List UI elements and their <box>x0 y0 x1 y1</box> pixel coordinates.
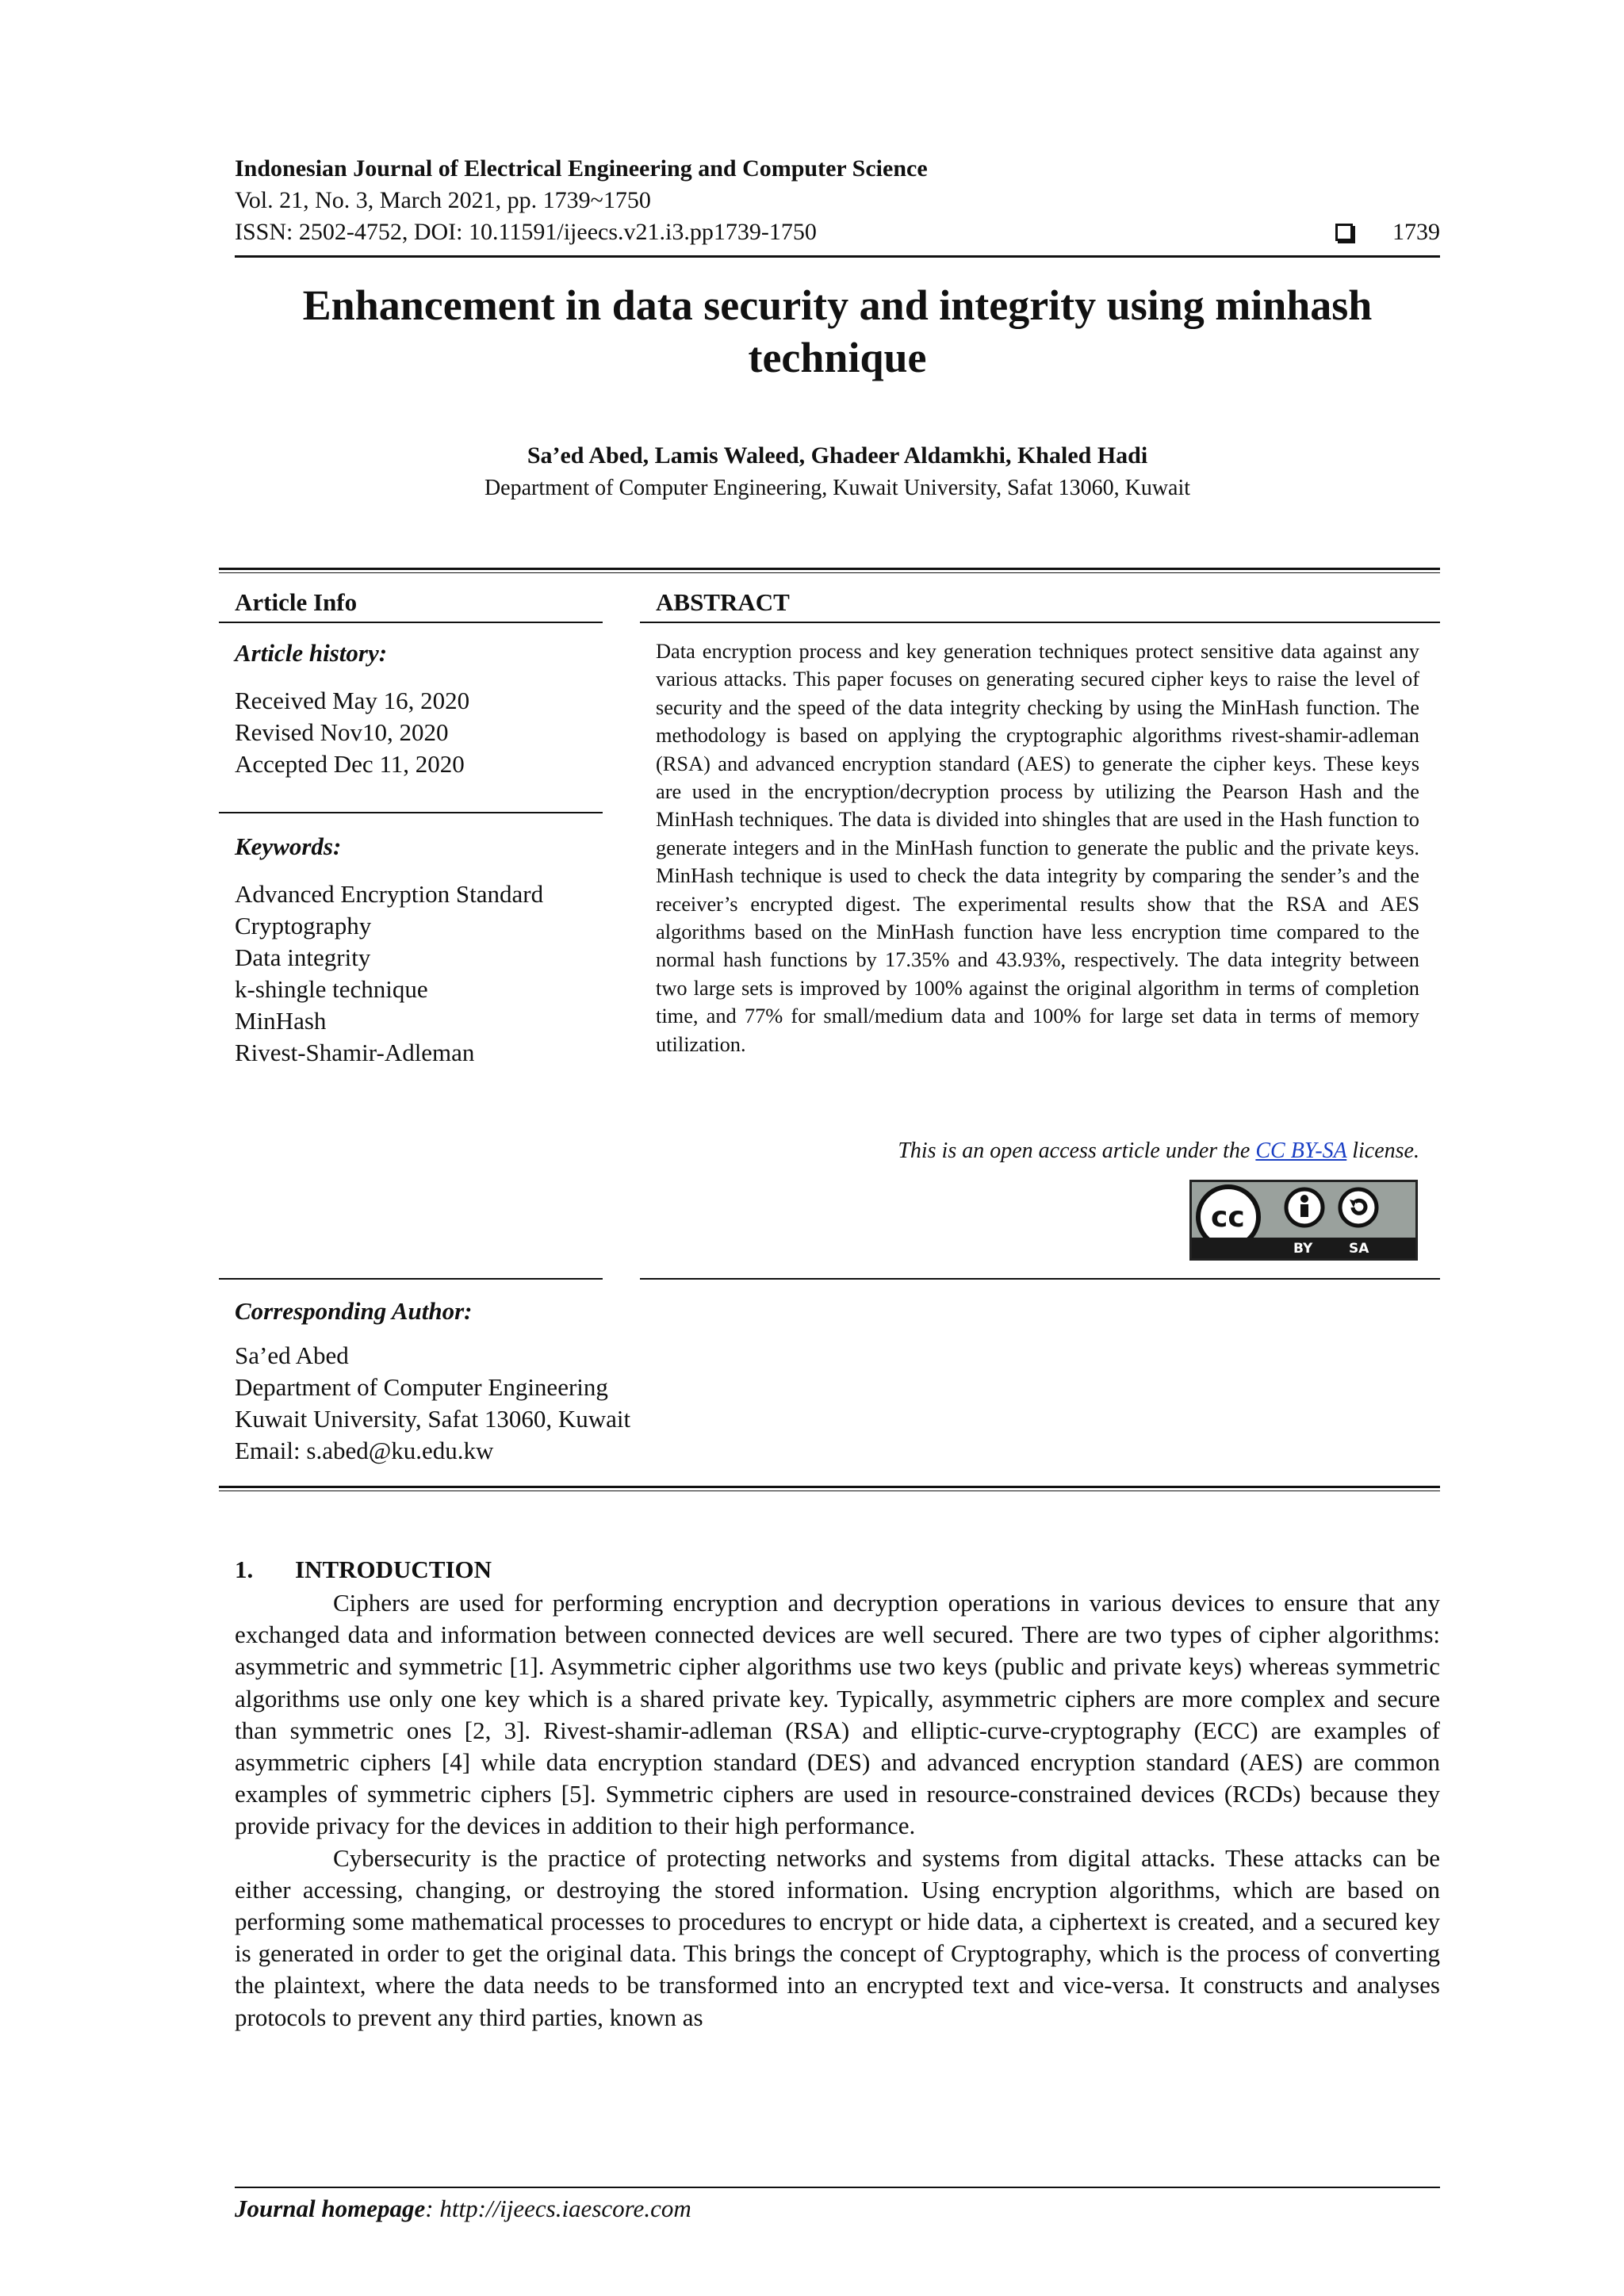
keyword-item: Data integrity <box>235 943 371 971</box>
abstract-rule <box>640 622 1440 623</box>
journal-volume: Vol. 21, No. 3, March 2021, pp. 1739~1750 <box>235 187 651 213</box>
author-department: Department of Computer Engineering <box>235 1373 608 1401</box>
history-accepted: Accepted Dec 11, 2020 <box>235 750 465 778</box>
license-prefix: This is an open access article under the <box>898 1138 1256 1163</box>
license-note <box>898 1138 1419 1164</box>
cc-sa-label: SA <box>1349 1241 1369 1257</box>
footer-rule <box>235 2187 1440 2188</box>
keywords-label: Keywords: <box>235 832 342 860</box>
header-rule <box>235 255 1440 258</box>
abstract-heading: ABSTRACT <box>656 588 790 616</box>
keyword-item: Advanced Encryption Standard <box>235 880 544 908</box>
article-info-heading: Article Info <box>235 588 358 616</box>
cc-logo-text: cc <box>1211 1201 1245 1234</box>
abstract-text: Data encryption process and key generation techniques protect sensitive data against any various attacks. This paper focuses on generating secured cipher keys to raise the level of security and the speed of the data integrity checking by using the MinHash function. The methodology is based on applying the cryptographic algorithms rivest-shamir-adleman (RSA) and advanced encryption standard (AES) to generate the cipher keys. These keys are used in the encryption/decryption process by utilizing the Pearson Hash and the MinHash techniques. The data is divided into shingles that are used in the Hash function to generate integers and in the MinHash function to generate the public and the private keys. MinHash technique is used to check the data integrity by comparing the sender’s and the receiver’s encrypted digest. The experimental results show that the RSA and AES algorithms based on the MinHash function have less encryption time compared to the normal hash functions by 17.35% and 43.93%, respectively. The data integrity between two large sets is improved by 100% against the original algorithm in terms of completion time, and 77% for small/medium data and 100% for large set data in terms of memory utilization. <box>656 639 1419 1056</box>
license-link[interactable]: CC BY-SA <box>1255 1138 1347 1163</box>
section-title: INTRODUCTION <box>295 1556 492 1583</box>
homepage-url[interactable]: : http://ijeecs.iaescore.com <box>425 2195 691 2222</box>
cc-by-sa-badge[interactable] <box>1189 1180 1418 1261</box>
corresponding-author-label: Corresponding Author: <box>235 1297 473 1325</box>
keyword-item: Rivest-Shamir-Adleman <box>235 1039 475 1066</box>
journal-name: Indonesian Journal of Electrical Engineering and Computer Science <box>235 155 928 182</box>
journal-homepage <box>235 2195 691 2223</box>
sa-share-icon <box>1340 1189 1377 1226</box>
history-revised: Revised Nov10, 2020 <box>235 718 449 746</box>
corresponding-author <box>235 1297 630 1467</box>
info-box-top-rule <box>219 568 1440 570</box>
keywords-list <box>235 878 543 1069</box>
article-info-rule <box>219 622 603 623</box>
left-column-bottom-rule <box>219 1278 603 1280</box>
journal-issn-doi: ISSN: 2502-4752, DOI: 10.11591/ijeecs.v21.i3.pp1739-1750 <box>235 219 817 245</box>
paper-title: Enhancement in data security and integrity using minhash technique <box>302 281 1373 381</box>
homepage-label: Journal homepage <box>235 2195 426 2222</box>
keyword-item: MinHash <box>235 1007 327 1035</box>
keyword-item: k-shingle technique <box>235 975 428 1003</box>
cc-by-label: BY <box>1293 1241 1313 1257</box>
section-heading-introduction <box>235 1556 492 1584</box>
page-number-group <box>1335 219 1440 246</box>
introduction-paragraph: Cybersecurity is the practice of protecting networks and systems from digital attacks. These attacks can be either accessing, changing, or destroying the stored information. Using encryption algorithms, which are based on performing some mathematical processes to procedures to encrypt or hide data, a ciphertext is created, and a secured key is generated in order to get the original data. This brings the concept of Cryptography, which is the process of converting the plaintext, where the data needs to be transformed into an encrypted text and vice-versa. It constructs and analyses protocols to prevent any third parties, known as <box>235 1843 1440 2031</box>
author-institution: Kuwait University, Safat 13060, Kuwait <box>235 1405 631 1433</box>
info-box-bottom-rule-thin <box>219 1490 1440 1491</box>
keyword-item: Cryptography <box>235 912 372 939</box>
author-list: Sa’ed Abed, Lamis Waleed, Ghadeer Aldamkhi, Khaled Hadi <box>527 442 1148 469</box>
page-number: 1739 <box>1392 219 1440 245</box>
corresponding-author-details <box>235 1340 630 1467</box>
article-history-label: Article history: <box>235 639 388 667</box>
right-column-bottom-rule <box>640 1278 1440 1280</box>
keywords-top-rule <box>219 812 603 813</box>
author-email: Email: s.abed@ku.edu.kw <box>235 1437 494 1464</box>
info-box-bottom-rule <box>219 1486 1440 1488</box>
author-name: Sa’ed Abed <box>235 1341 349 1369</box>
section-number: 1. <box>235 1556 254 1583</box>
info-box-top-rule-thin <box>219 572 1440 573</box>
affiliation: Department of Computer Engineering, Kuwait University, Safat 13060, Kuwait <box>484 476 1191 500</box>
history-received: Received May 16, 2020 <box>235 687 470 714</box>
article-history-list <box>235 685 469 780</box>
square-bullet-icon <box>1335 224 1353 241</box>
introduction-body <box>235 1587 1440 2034</box>
introduction-paragraph: Ciphers are used for performing encryption and decryption operations in various devices to ensure that any exchanged data and information between connected devices are well secured. There are two types of cipher algorithms: asymmetric and symmetric [1]. Asymmetric cipher algorithms use two keys (public and private keys) whereas symmetric algorithms use only one key which is a shared private key. Typically, asymmetric ciphers are more complex and secure than symmetric ones [2, 3]. Rivest-shamir-adleman (RSA) and elliptic-curve-cryptography (ECC) are examples of asymmetric ciphers [4] while data encryption standard (DES) and advanced encryption standard (AES) are common examples of symmetric ciphers [5]. Symmetric ciphers are used in resource-constrained devices (RCDs) because they provide privacy for the devices in addition to their high performance. <box>235 1589 1440 1840</box>
license-suffix: license. <box>1346 1138 1419 1163</box>
